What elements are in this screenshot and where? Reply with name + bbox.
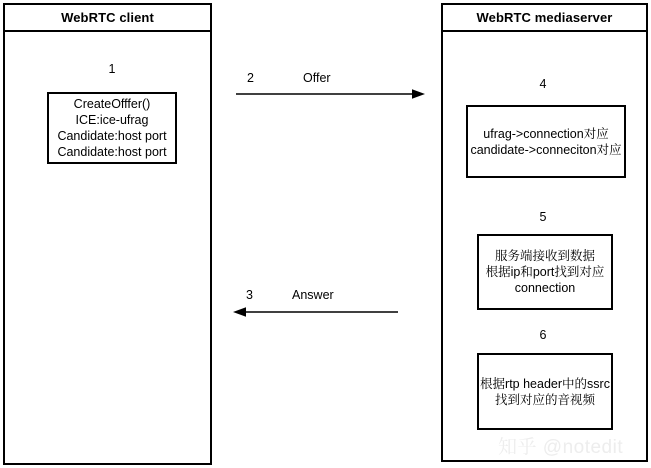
step-box-5 <box>477 234 613 310</box>
step-6-line-2: 找到对应的音视频 <box>494 392 595 407</box>
step-4-line-1: ufrag->connection对应 <box>483 126 609 141</box>
lifeline-mediaserver-title: WebRTC mediaserver <box>443 5 646 32</box>
lifeline-client-title: WebRTC client <box>5 5 210 32</box>
step-6-line-1: 根据rtp header中的ssrc <box>480 376 610 391</box>
message-number-3: 3 <box>246 288 253 302</box>
step-1-line-4: Candidate:host port <box>57 145 167 159</box>
message-arrow-offer <box>236 86 426 102</box>
watermark: 知乎 @notedit <box>498 437 624 458</box>
step-box-6 <box>477 353 613 430</box>
message-arrow-answer <box>232 304 402 320</box>
step-box-1 <box>47 92 177 164</box>
step-number-5: 5 <box>539 210 547 224</box>
step-number-4: 4 <box>539 77 547 91</box>
step-4-line-2: candidate->conneciton对应 <box>470 142 622 157</box>
step-box-4 <box>466 105 626 178</box>
step-5-line-1: 服务端接收到数据 <box>494 249 595 263</box>
step-1-line-2: ICE:ice-ufrag <box>75 113 149 127</box>
message-label-offer: Offer <box>303 71 331 85</box>
step-5-line-3: connection <box>514 281 576 295</box>
step-number-6: 6 <box>539 328 547 342</box>
step-1-line-3: Candidate:host port <box>57 129 167 143</box>
step-5-line-2: 根据ip和port找到对应 <box>485 265 605 279</box>
message-number-2: 2 <box>247 71 254 85</box>
step-1-line-1: CreateOfffer() <box>73 97 151 111</box>
message-label-answer: Answer <box>292 288 334 302</box>
step-number-1: 1 <box>108 62 116 76</box>
